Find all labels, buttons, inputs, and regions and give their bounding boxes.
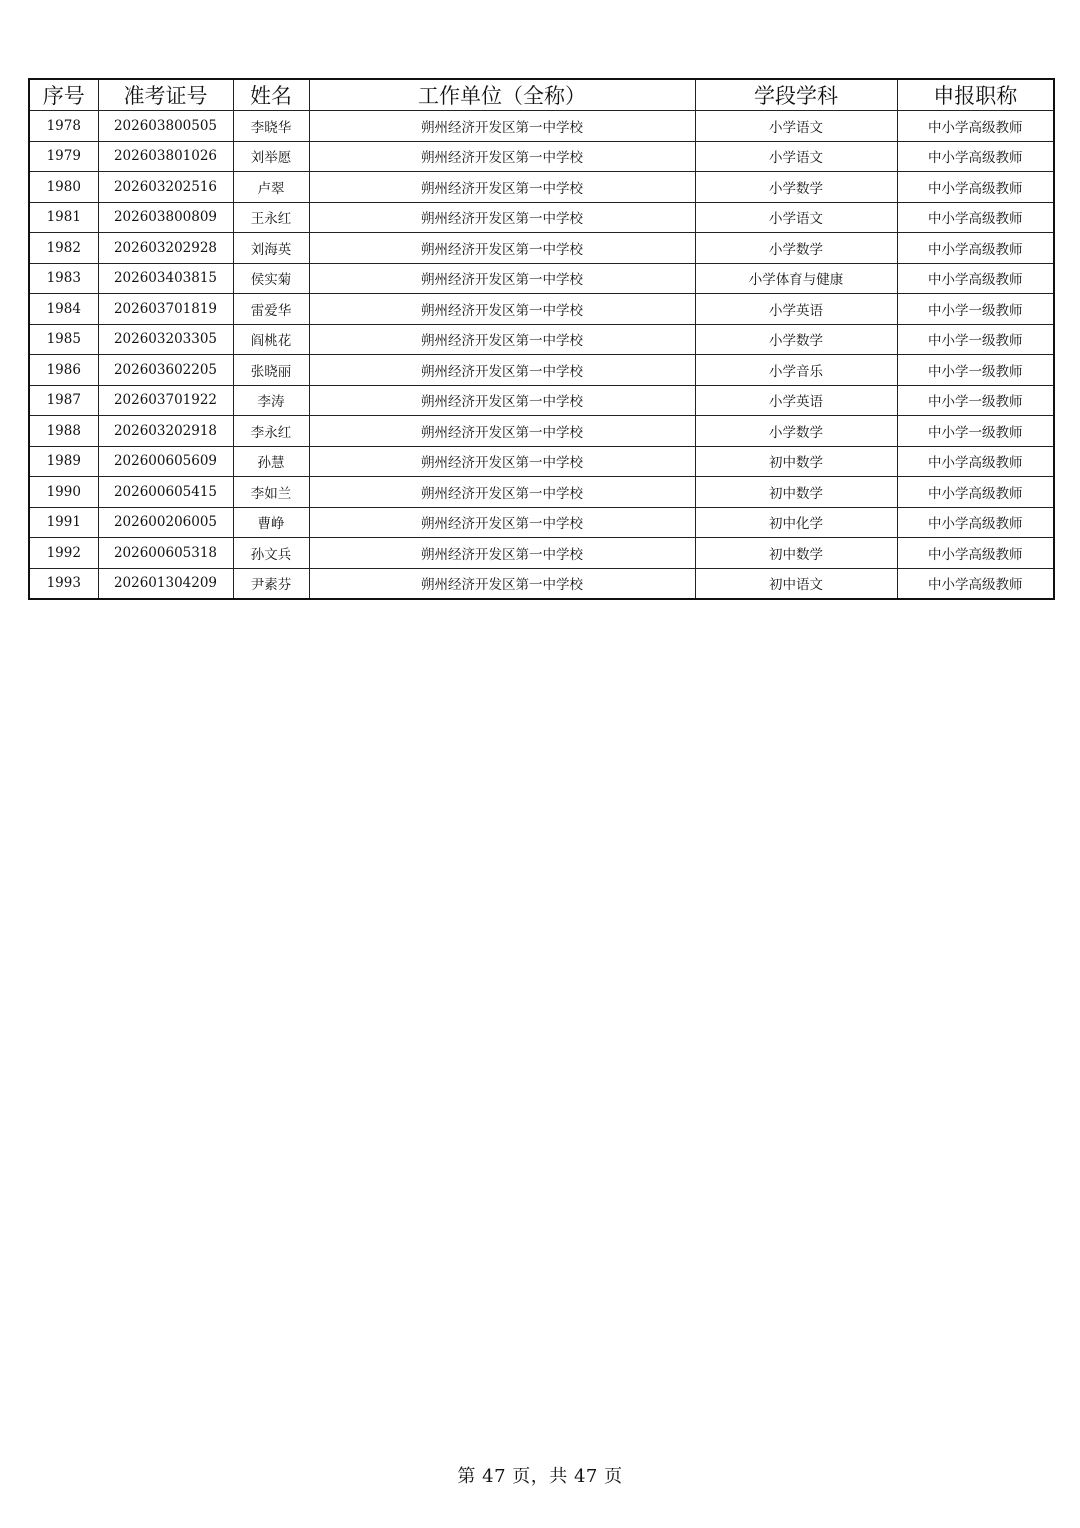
cell-workplace: 朔州经济开发区第一中学校 xyxy=(309,446,695,477)
cell-title: 中小学一级教师 xyxy=(897,416,1054,447)
cell-name: 曹峥 xyxy=(233,507,309,538)
cell-name: 李晓华 xyxy=(233,111,309,142)
cell-title: 中小学高级教师 xyxy=(897,233,1054,264)
cell-serial: 1991 xyxy=(29,507,98,538)
cell-name: 刘海英 xyxy=(233,233,309,264)
cell-exam-id: 202600605609 xyxy=(98,446,233,477)
header-title: 申报职称 xyxy=(897,79,1054,111)
cell-serial: 1980 xyxy=(29,172,98,203)
cell-title: 中小学一级教师 xyxy=(897,294,1054,325)
table-row xyxy=(29,172,1054,203)
cell-name: 孙慧 xyxy=(233,446,309,477)
cell-name: 张晓丽 xyxy=(233,355,309,386)
cell-workplace: 朔州经济开发区第一中学校 xyxy=(309,172,695,203)
cell-subject: 小学数学 xyxy=(695,324,897,355)
table-row xyxy=(29,538,1054,569)
cell-workplace: 朔州经济开发区第一中学校 xyxy=(309,538,695,569)
cell-name: 刘举愿 xyxy=(233,141,309,172)
cell-subject: 初中数学 xyxy=(695,446,897,477)
cell-subject: 初中数学 xyxy=(695,538,897,569)
cell-exam-id: 202601304209 xyxy=(98,568,233,599)
cell-subject: 小学数学 xyxy=(695,233,897,264)
header-exam-id: 准考证号 xyxy=(98,79,233,111)
cell-serial: 1985 xyxy=(29,324,98,355)
table-row xyxy=(29,568,1054,599)
cell-name: 李永红 xyxy=(233,416,309,447)
cell-title: 中小学高级教师 xyxy=(897,141,1054,172)
cell-serial: 1993 xyxy=(29,568,98,599)
cell-name: 卢翠 xyxy=(233,172,309,203)
cell-serial: 1987 xyxy=(29,385,98,416)
table-row xyxy=(29,385,1054,416)
cell-subject: 初中数学 xyxy=(695,477,897,508)
table-row xyxy=(29,355,1054,386)
cell-name: 尹素芬 xyxy=(233,568,309,599)
cell-serial: 1978 xyxy=(29,111,98,142)
header-workplace: 工作单位（全称） xyxy=(309,79,695,111)
cell-title: 中小学高级教师 xyxy=(897,172,1054,203)
cell-workplace: 朔州经济开发区第一中学校 xyxy=(309,294,695,325)
cell-subject: 小学体育与健康 xyxy=(695,263,897,294)
cell-subject: 小学英语 xyxy=(695,294,897,325)
table-row xyxy=(29,294,1054,325)
cell-exam-id: 202600605415 xyxy=(98,477,233,508)
page-number: 第 47 页，共 47 页 xyxy=(457,1466,623,1487)
table-row xyxy=(29,477,1054,508)
cell-workplace: 朔州经济开发区第一中学校 xyxy=(309,324,695,355)
cell-name: 雷爱华 xyxy=(233,294,309,325)
cell-workplace: 朔州经济开发区第一中学校 xyxy=(309,202,695,233)
cell-workplace: 朔州经济开发区第一中学校 xyxy=(309,233,695,264)
cell-title: 中小学一级教师 xyxy=(897,385,1054,416)
table-row xyxy=(29,202,1054,233)
cell-workplace: 朔州经济开发区第一中学校 xyxy=(309,355,695,386)
header-serial: 序号 xyxy=(29,79,98,111)
cell-workplace: 朔州经济开发区第一中学校 xyxy=(309,568,695,599)
table-row xyxy=(29,416,1054,447)
cell-name: 孙文兵 xyxy=(233,538,309,569)
cell-exam-id: 202603701922 xyxy=(98,385,233,416)
table-row xyxy=(29,263,1054,294)
cell-subject: 小学英语 xyxy=(695,385,897,416)
cell-name: 王永红 xyxy=(233,202,309,233)
cell-serial: 1990 xyxy=(29,477,98,508)
cell-exam-id: 202600206005 xyxy=(98,507,233,538)
cell-title: 中小学高级教师 xyxy=(897,263,1054,294)
cell-title: 中小学高级教师 xyxy=(897,477,1054,508)
cell-workplace: 朔州经济开发区第一中学校 xyxy=(309,111,695,142)
cell-exam-id: 202603202918 xyxy=(98,416,233,447)
cell-title: 中小学高级教师 xyxy=(897,507,1054,538)
cell-exam-id: 202603701819 xyxy=(98,294,233,325)
table-row xyxy=(29,446,1054,477)
cell-subject: 小学数学 xyxy=(695,172,897,203)
cell-name: 阎桃花 xyxy=(233,324,309,355)
cell-name: 李涛 xyxy=(233,385,309,416)
cell-name: 侯实菊 xyxy=(233,263,309,294)
table-body xyxy=(29,111,1054,600)
cell-workplace: 朔州经济开发区第一中学校 xyxy=(309,416,695,447)
cell-workplace: 朔州经济开发区第一中学校 xyxy=(309,141,695,172)
cell-serial: 1988 xyxy=(29,416,98,447)
cell-subject: 小学数学 xyxy=(695,416,897,447)
cell-exam-id: 202603203305 xyxy=(98,324,233,355)
cell-subject: 小学语文 xyxy=(695,111,897,142)
cell-serial: 1989 xyxy=(29,446,98,477)
cell-subject: 小学语文 xyxy=(695,202,897,233)
cell-serial: 1979 xyxy=(29,141,98,172)
table-row xyxy=(29,141,1054,172)
cell-exam-id: 202603800809 xyxy=(98,202,233,233)
cell-serial: 1992 xyxy=(29,538,98,569)
cell-exam-id: 202603403815 xyxy=(98,263,233,294)
cell-serial: 1984 xyxy=(29,294,98,325)
cell-exam-id: 202603202516 xyxy=(98,172,233,203)
cell-title: 中小学高级教师 xyxy=(897,202,1054,233)
cell-title: 中小学高级教师 xyxy=(897,568,1054,599)
table-row xyxy=(29,111,1054,142)
cell-serial: 1983 xyxy=(29,263,98,294)
table-row xyxy=(29,507,1054,538)
cell-workplace: 朔州经济开发区第一中学校 xyxy=(309,263,695,294)
cell-workplace: 朔州经济开发区第一中学校 xyxy=(309,385,695,416)
table-row xyxy=(29,233,1054,264)
cell-exam-id: 202603202928 xyxy=(98,233,233,264)
cell-serial: 1982 xyxy=(29,233,98,264)
cell-workplace: 朔州经济开发区第一中学校 xyxy=(309,507,695,538)
cell-subject: 小学音乐 xyxy=(695,355,897,386)
cell-title: 中小学高级教师 xyxy=(897,538,1054,569)
cell-title: 中小学一级教师 xyxy=(897,324,1054,355)
cell-exam-id: 202603602205 xyxy=(98,355,233,386)
cell-exam-id: 202600605318 xyxy=(98,538,233,569)
roster-table xyxy=(28,78,1055,600)
cell-title: 中小学高级教师 xyxy=(897,111,1054,142)
cell-title: 中小学一级教师 xyxy=(897,355,1054,386)
table-row xyxy=(29,324,1054,355)
cell-exam-id: 202603801026 xyxy=(98,141,233,172)
cell-subject: 初中语文 xyxy=(695,568,897,599)
cell-subject: 初中化学 xyxy=(695,507,897,538)
header-name: 姓名 xyxy=(233,79,309,111)
cell-serial: 1986 xyxy=(29,355,98,386)
table-header-row xyxy=(29,79,1054,111)
cell-title: 中小学高级教师 xyxy=(897,446,1054,477)
cell-name: 李如兰 xyxy=(233,477,309,508)
cell-serial: 1981 xyxy=(29,202,98,233)
cell-subject: 小学语文 xyxy=(695,141,897,172)
cell-exam-id: 202603800505 xyxy=(98,111,233,142)
header-subject: 学段学科 xyxy=(695,79,897,111)
cell-workplace: 朔州经济开发区第一中学校 xyxy=(309,477,695,508)
